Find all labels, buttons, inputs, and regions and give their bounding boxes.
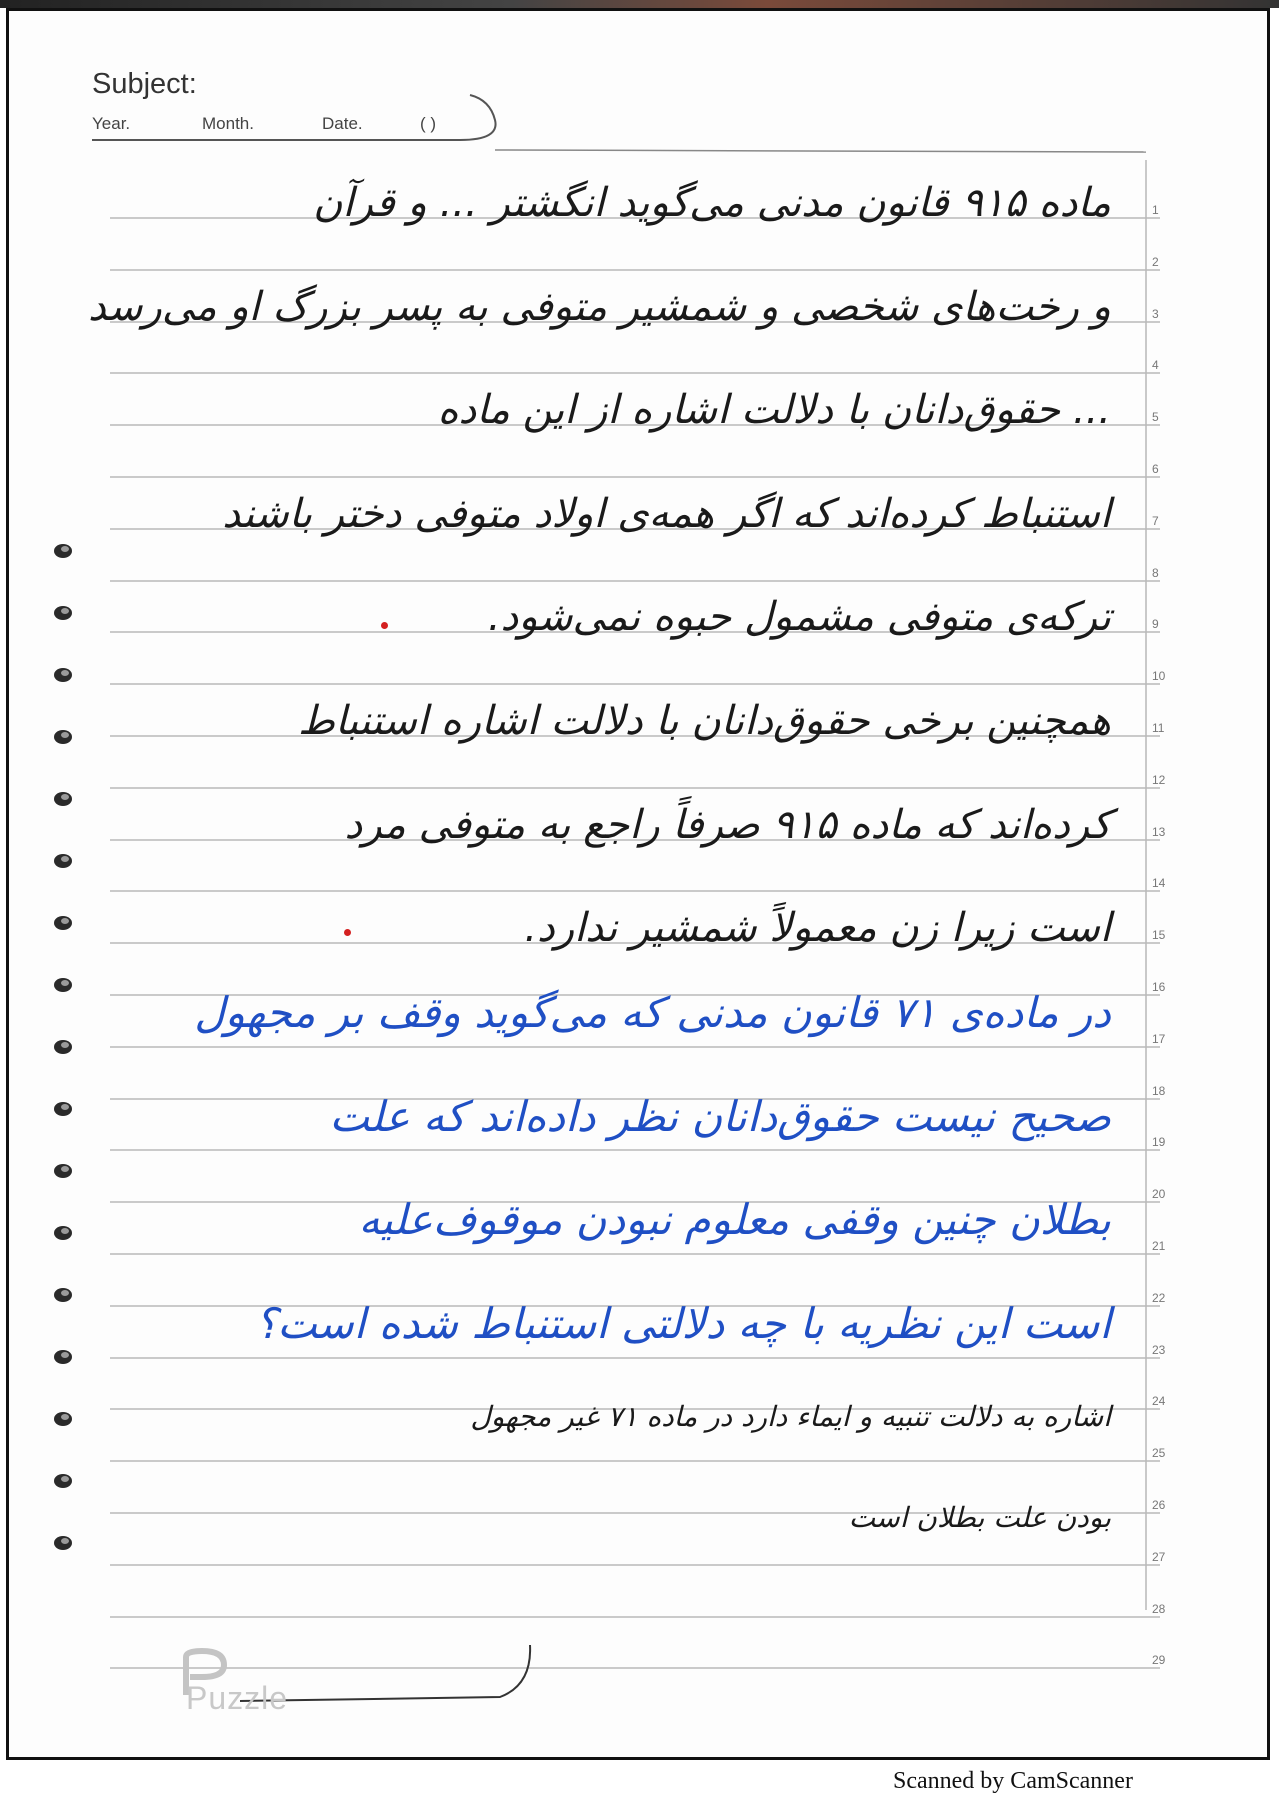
line-number: 12 (1152, 773, 1166, 787)
spiral-ring-icon (52, 1222, 74, 1244)
spiral-ring-icon (52, 974, 74, 996)
line-number: 2 (1152, 255, 1159, 269)
line-number: 11 (1152, 721, 1165, 735)
scan-top-edge (0, 0, 1279, 8)
line-number: 17 (1152, 1032, 1166, 1046)
line-number: 13 (1152, 825, 1166, 839)
year-label: Year. (92, 114, 131, 133)
brand-logo-text: Puzzle (186, 1680, 289, 1716)
line-number: 15 (1152, 928, 1166, 942)
line-number: 7 (1152, 514, 1159, 528)
line-number: 19 (1152, 1135, 1166, 1149)
spiral-ring-icon (52, 540, 74, 562)
line-number: 9 (1152, 617, 1159, 631)
spiral-ring-icon (52, 726, 74, 748)
handwritten-line: همچنین برخی حقوق‌دانان با دلالت اشاره استنباط (298, 698, 1111, 744)
line-number: 6 (1152, 462, 1159, 476)
line-number: 26 (1152, 1498, 1166, 1512)
spiral-ring-icon (52, 1346, 74, 1368)
line-number: 21 (1152, 1239, 1166, 1253)
date-label: Date. (322, 114, 363, 133)
spiral-ring-icon (52, 1098, 74, 1120)
line-number: 4 (1152, 358, 1159, 372)
spiral-ring-icon (52, 1532, 74, 1554)
line-number: 16 (1152, 980, 1166, 994)
handwritten-line: است زیرا زن معمولاً شمشیر ندارد. (524, 905, 1111, 952)
scanner-credit: Scanned by CamScanner (893, 1768, 1133, 1794)
line-number: 24 (1152, 1394, 1166, 1408)
line-number: 23 (1152, 1343, 1166, 1357)
notebook-page (6, 8, 1270, 1760)
handwritten-line: اشاره به دلالت تنبیه و ایماء دارد در ماده ۷۱ غیر مجهول (470, 1400, 1111, 1433)
spiral-ring-icon (52, 1160, 74, 1182)
line-number: 29 (1152, 1653, 1166, 1667)
line-number: 10 (1152, 669, 1166, 683)
red-ink-dot (381, 622, 388, 629)
line-number: 5 (1152, 410, 1159, 424)
line-number: 14 (1152, 876, 1166, 890)
subject-label: Subject: (92, 68, 197, 100)
spiral-ring-icon (52, 1284, 74, 1306)
line-number: 8 (1152, 566, 1159, 580)
handwritten-line: ترکه‌ی متوفی مشمول حبوه نمی‌شود. (487, 594, 1111, 641)
spiral-ring-icon (52, 664, 74, 686)
handwritten-line: است این نظریه با چه دلالتی استنباط شده است؟ (254, 1298, 1111, 1348)
line-number: 25 (1152, 1446, 1166, 1460)
notebook-header (92, 60, 512, 150)
date-paren: ( ) (420, 114, 437, 133)
spiral-ring-icon (52, 1470, 74, 1492)
line-number: 20 (1152, 1187, 1166, 1201)
handwritten-line: بودن علت بطلان است (848, 1501, 1111, 1534)
line-number: 22 (1152, 1291, 1166, 1305)
handwritten-line: کرده‌اند که ماده ۹۱۵ صرفاً راجع به متوفی مرد (344, 801, 1111, 848)
spiral-ring-icon (52, 788, 74, 810)
handwritten-line: ماده ۹۱۵ قانون مدنی می‌گوید انگشتر ... و قرآن (313, 180, 1111, 226)
red-ink-dot (344, 929, 351, 936)
spiral-ring-icon (52, 912, 74, 934)
spiral-ring-icon (52, 602, 74, 624)
line-number: 27 (1152, 1550, 1166, 1564)
month-label: Month. (202, 114, 254, 133)
handwritten-line: استنباط کرده‌اند که اگر همه‌ی اولاد متوفی دختر باشند (222, 490, 1111, 537)
line-number: 3 (1152, 307, 1159, 321)
handwritten-line: ... حقوق‌دانان با دلالت اشاره از این ماده (437, 387, 1111, 434)
spiral-ring-icon (52, 1036, 74, 1058)
handwritten-line: در ماده‌ی ۷۱ قانون مدنی که می‌گوید وقف بر مجهول (194, 988, 1111, 1037)
line-number: 28 (1152, 1602, 1166, 1616)
spiral-ring-icon (52, 1408, 74, 1430)
handwritten-line: صحیح نیست حقوق‌دانان نظر داده‌اند که علت (329, 1091, 1111, 1141)
handwritten-line: و رخت‌های شخصی و شمشیر متوفی به پسر بزرگ او می‌رسد (88, 283, 1111, 330)
line-number: 18 (1152, 1084, 1166, 1098)
handwritten-line: بطلان چنین وقفی معلوم نبودن موقوف‌علیه (358, 1195, 1111, 1245)
spiral-ring-icon (52, 850, 74, 872)
line-number: 1 (1152, 203, 1159, 217)
